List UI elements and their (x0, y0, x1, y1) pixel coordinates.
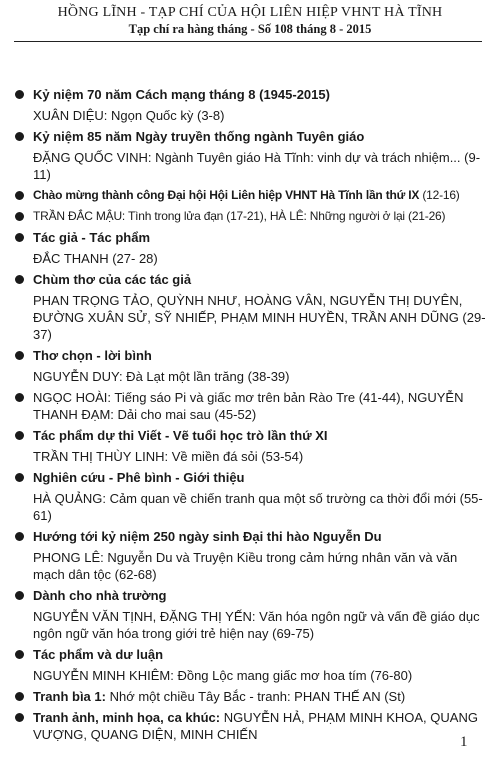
toc-item (12, 86, 490, 128)
toc-heading: Nghiên cứu - Phê bình - Giới thiệu (33, 470, 245, 485)
toc-heading: Kỷ niệm 70 năm Cách mạng tháng 8 (1945-2015) (33, 87, 330, 102)
toc-entry: NGUYỄN MINH KHIÊM: Đồng Lộc mang giấc mơ hoa tím (76-80) (33, 668, 413, 683)
bullet-icon (12, 208, 33, 229)
toc-pages: (12-16) (419, 188, 460, 202)
toc-entry: TRẦN THỊ THÙY LINH: Về miền đá sỏi (53-54) (33, 449, 304, 464)
toc-item (12, 271, 490, 347)
toc-item (12, 187, 490, 208)
toc-item (12, 646, 490, 688)
toc-item (12, 347, 490, 389)
bullet-icon (12, 86, 33, 128)
toc-entry: TRẦN ĐẮC MẬU: Tình trong lửa đạn (17-21), HÀ LÊ: Những người ở lại (21-26) (33, 209, 446, 223)
toc-heading: Tác phẩm và dư luận (33, 647, 164, 662)
toc-item (12, 128, 490, 187)
toc-entry: Nhớ một chiều Tây Bắc - tranh: PHAN THẾ AN (St) (105, 689, 406, 704)
bullet-icon (12, 688, 33, 709)
toc-item (12, 709, 490, 747)
toc-heading: Thơ chọn - lời bình (33, 348, 152, 363)
toc-item (12, 587, 490, 646)
header-divider (14, 41, 482, 42)
toc-item (12, 389, 490, 427)
toc-heading: Tác giả - Tác phẩm (33, 230, 151, 245)
bullet-icon (12, 587, 33, 646)
toc-entry: XUÂN DIỆU: Ngọn Quốc kỳ (3-8) (33, 108, 225, 123)
toc-entry: NGỌC HOÀI: Tiếng sáo Pi và giấc mơ trên bản Rào Tre (41-44), NGUYỄN THANH ĐẠM: Dải cho mai sau (45-52) (33, 390, 464, 422)
toc-item (12, 688, 490, 709)
toc-item (12, 208, 490, 229)
table-of-contents (12, 86, 490, 747)
bullet-icon (12, 709, 33, 747)
toc-item (12, 528, 490, 587)
issue-subtitle: Tạp chí ra hàng tháng - Số 108 tháng 8 - 2015 (128, 22, 372, 36)
toc-heading: Hướng tới kỷ niệm 250 ngày sinh Đại thi hào Nguyễn Du (33, 529, 382, 544)
bullet-icon (12, 528, 33, 587)
header (0, 4, 500, 37)
bullet-icon (12, 646, 33, 688)
toc-entry: HÀ QUẢNG: Cảm quan về chiến tranh qua một số trường ca thời đổi mới (55-61) (33, 491, 483, 523)
bullet-icon (12, 427, 33, 469)
toc-heading: Kỷ niệm 85 năm Ngày truyền thống ngành Tuyên giáo (33, 129, 365, 144)
toc-entry: PHONG LÊ: Nguyễn Du và Truyện Kiều trong cảm hứng nhân văn và văn mạch dân tộc (62-68) (33, 550, 458, 582)
bullet-icon (12, 389, 33, 427)
toc-item (12, 229, 490, 271)
toc-heading: Tác phẩm dự thi Viết - Vẽ tuổi học trò lần thứ XI (33, 428, 328, 443)
bullet-icon (12, 128, 33, 187)
toc-entry: ĐẮC THANH (27- 28) (33, 251, 158, 266)
bullet-icon (12, 271, 33, 347)
magazine-title: HỒNG LĨNH - TẠP CHÍ CỦA HỘI LIÊN HIỆP VHNT HÀ TĨNH (57, 5, 443, 20)
toc-entry: NGUYỄN HẢ, PHẠM MINH KHOA, QUANG VƯỢNG, QUANG DIỆN, MINH CHIẾN (33, 710, 478, 742)
bullet-icon (12, 469, 33, 528)
toc-entry: ĐẶNG QUỐC VINH: Ngành Tuyên giáo Hà Tĩnh: vinh dự và trách nhiệm... (9-11) (33, 150, 481, 182)
toc-heading: Tranh ảnh, minh họa, ca khúc: (33, 710, 221, 725)
toc-heading: Chùm thơ của các tác giả (33, 272, 192, 287)
page-number: 1 (460, 734, 468, 750)
toc-heading: Tranh bìa 1: (33, 689, 106, 704)
toc-item (12, 427, 490, 469)
bullet-icon (12, 187, 33, 208)
toc-item (12, 469, 490, 528)
toc-entry: PHAN TRỌNG TẢO, QUỲNH NHƯ, HOÀNG VÂN, NGUYỄN THỊ DUYÊN, ĐƯỜNG XUÂN SỬ, SỸ NHIẾP, PHẠM MINH HUYỀN, TRẦN ANH DŨNG (29-37) (33, 293, 486, 342)
toc-heading: Chào mừng thành công Đại hội Hội Liên hiệp VHNT Hà Tĩnh lần thứ IX (33, 188, 420, 202)
toc-entry: NGUYỄN DUY: Đà Lạt một lần trăng (38-39) (33, 369, 290, 384)
toc-heading: Dành cho nhà trường (33, 588, 167, 603)
toc-entry: NGUYỄN VĂN TỊNH, ĐẶNG THỊ YẾN: Văn hóa ngôn ngữ và vấn đề giáo dục ngôn ngữ văn hóa trong giới trẻ hiện nay (69-75) (33, 609, 480, 641)
bullet-icon (12, 347, 33, 389)
bullet-icon (12, 229, 33, 271)
